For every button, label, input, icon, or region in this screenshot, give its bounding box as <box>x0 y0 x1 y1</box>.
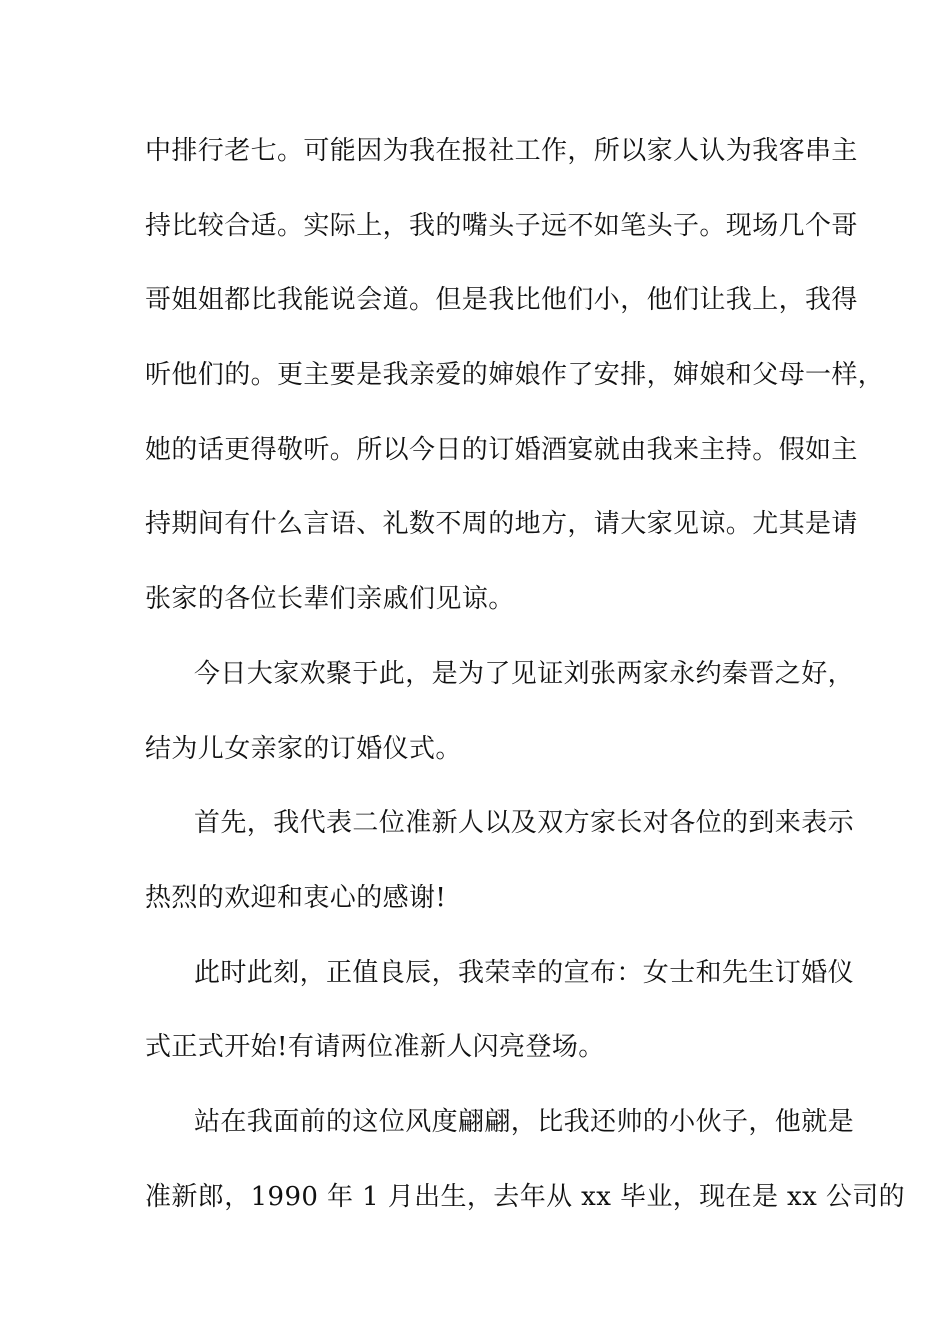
text-line: 式正式开始!有请两位准新人闪亮登场。 <box>145 1032 605 1063</box>
paragraph-first-line: 此时此刻，正值良辰，我荣幸的宣布：女士和先生订婚仪 <box>194 957 855 988</box>
paragraph-first-line: 今日大家欢聚于此，是为了见证刘张两家永约秦晋之好， <box>194 658 855 689</box>
text-line: 听他们的。更主要是我亲爱的婶娘作了安排，婶娘和父母一样， <box>145 360 885 391</box>
document-body <box>145 127 906 1247</box>
text-line: 张家的各位长辈们亲戚们见谅。 <box>145 584 515 615</box>
text-line: 持比较合适。实际上，我的嘴头子远不如笔头子。现场几个哥 <box>145 210 858 241</box>
text-line: 准新郎，1990 年 1 月出生，去年从 xx 毕业，现在是 xx 公司的 <box>145 1181 906 1212</box>
text-line: 她的话更得敬听。所以今日的订婚酒宴就由我来主持。假如主 <box>145 434 858 465</box>
paragraph-first-line: 首先，我代表二位准新人以及双方家长对各位的到来表示 <box>194 808 855 839</box>
text-line: 中排行老七。可能因为我在报社工作，所以家人认为我客串主 <box>145 136 858 166</box>
text-line: 结为儿女亲家的订婚仪式。 <box>145 733 462 764</box>
text-line: 持期间有什么言语、礼数不周的地方，请大家见谅。尤其是请 <box>145 509 858 540</box>
text-line: 哥姐姐都比我能说会道。但是我比他们小，他们让我上，我得 <box>145 285 858 316</box>
text-line: 热烈的欢迎和衷心的感谢! <box>145 882 447 913</box>
paragraph-first-line: 站在我面前的这位风度翩翩，比我还帅的小伙子，他就是 <box>194 1106 855 1137</box>
